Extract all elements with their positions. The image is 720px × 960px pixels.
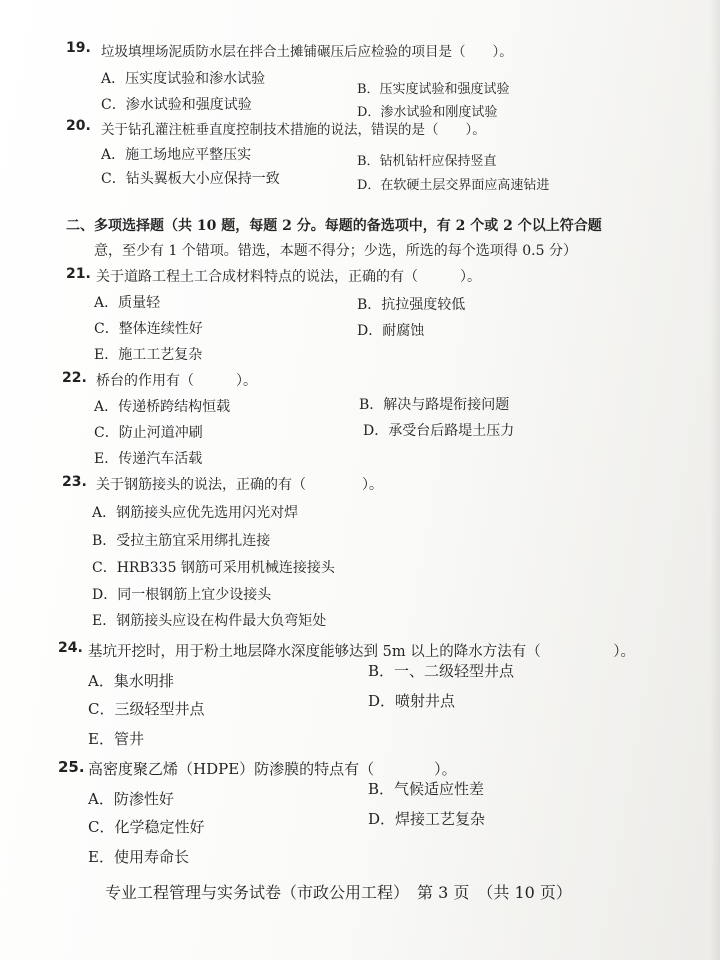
q21-option-e: E．施工工艺复杂	[94, 347, 203, 363]
q25-option-a: A．防渗性好	[88, 790, 174, 808]
q21-option-d: D．耐腐蚀	[357, 323, 425, 339]
q22-option-c: C．防止河道冲刷	[94, 425, 203, 441]
page-footer: 专业工程管理与实务试卷（市政公用工程） 第 3 页 （共 10 页）	[105, 883, 572, 902]
q21-option-c: C．整体连续性好	[94, 321, 203, 337]
q23-option-d: D．同一根钢筋上宜少设接头	[92, 587, 272, 603]
q24-text: 基坑开挖时，用于粉土地层降水深度能够达到 5m 以上的降水方法有（ ）。	[88, 644, 635, 660]
q24-number: 24.	[58, 640, 83, 656]
q23-number: 23.	[62, 474, 87, 490]
q21-option-a: A．质量轻	[94, 295, 161, 311]
q25-number: 25.	[58, 758, 85, 776]
q21-text: 关于道路工程土工合成材料特点的说法，正确的有（ ）。	[96, 269, 481, 285]
q23-option-a: A．钢筋接头应优先选用闪光对焊	[92, 505, 299, 521]
q24-option-e: E．管井	[88, 730, 144, 748]
q20-number: 20.	[66, 118, 91, 134]
q24-option-a: A．集水明排	[88, 672, 174, 690]
q19-option-a: A．压实度试验和渗水试验	[101, 71, 266, 87]
q22-option-b: B．解决与路堤衔接问题	[359, 397, 510, 413]
section-2-instructions: 意，至少有 1 个错项。错选，本题不得分；少选，所选的每个选项得 0.5 分）	[94, 243, 577, 259]
q21-option-b: B．抗拉强度较低	[357, 297, 466, 313]
q22-option-a: A．传递桥跨结构恒载	[94, 399, 231, 415]
q20-option-a: A．施工场地应平整压实	[101, 147, 252, 163]
q22-option-e: E．传递汽车活载	[94, 451, 203, 467]
q24-option-d: D．喷射井点	[368, 692, 456, 710]
q24-option-b: B．一、二级轻型井点	[368, 662, 515, 680]
q23-option-e: E．钢筋接头应设在构件最大负弯矩处	[92, 613, 327, 629]
q20-option-b: B．钻机钻杆应保持竖直	[357, 154, 497, 169]
q21-number: 21.	[66, 266, 91, 282]
q19-option-c: C．渗水试验和强度试验	[101, 97, 252, 113]
q25-option-c: C．化学稳定性好	[88, 818, 205, 836]
q19-option-b: B．压实度试验和强度试验	[357, 82, 510, 97]
q22-number: 22.	[62, 370, 87, 386]
q23-option-c: C．HRB335 钢筋可采用机械连接接头	[92, 560, 335, 576]
page-edge-shadow	[710, 0, 720, 960]
q25-text: 高密度聚乙烯（HDPE）防渗膜的特点有（ ）。	[88, 760, 457, 778]
q25-option-d: D．焊接工艺复杂	[368, 810, 486, 828]
q23-text: 关于钢筋接头的说法，正确的有（ ）。	[96, 477, 383, 493]
q19-number: 19.	[66, 40, 91, 56]
q25-option-b: B．气候适应性差	[368, 780, 485, 798]
q25-option-e: E．使用寿命长	[88, 848, 189, 866]
q22-option-d: D．承受台后路堤土压力	[363, 423, 515, 439]
q20-text: 关于钻孔灌注桩垂直度控制技术措施的说法，错误的是（ ）。	[101, 122, 486, 138]
q20-option-d: D．在软硬土层交界面应高速钻进	[357, 178, 550, 193]
q20-option-c: C．钻头翼板大小应保持一致	[101, 171, 280, 187]
q22-text: 桥台的作用有（ ）。	[96, 373, 257, 389]
section-2-heading: 二、多项选择题（共 10 题，每题 2 分。每题的备选项中，有 2 个或 2 个以上符合题	[66, 218, 602, 234]
q23-option-b: B．受拉主筋宜采用绑扎连接	[92, 533, 271, 549]
q19-text: 垃圾填埋场泥质防水层在拌合土摊铺碾压后应检验的项目是（ ）。	[101, 44, 513, 60]
q24-option-c: C．三级轻型井点	[88, 700, 205, 718]
q19-option-d: D．渗水试验和刚度试验	[357, 105, 498, 120]
